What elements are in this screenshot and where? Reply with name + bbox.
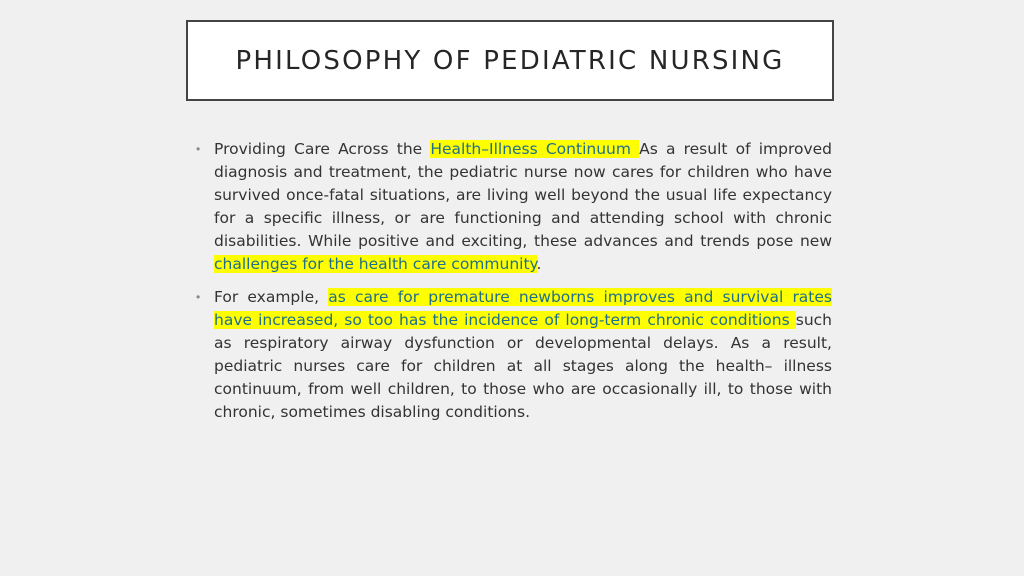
bullet-item <box>194 286 832 424</box>
bullet-marker: • <box>196 142 201 156</box>
bullet-item <box>194 138 832 276</box>
bullet-paragraph <box>214 138 832 276</box>
bullet-body-text: such as respiratory airway dysfunction or developmental delays. As a result, pediatric nurses care for children at all stages along the health– illness continuum, from well children, to those who are occasionally ill, to those with chronic, sometimes disabling conditions. <box>214 311 832 421</box>
highlighted-text: Health–Illness Continuum <box>430 140 640 158</box>
bullet-body-text: As a result of improved diagnosis and treatment, the pediatric nurse now cares for children who have survived once-fatal situations, are living well beyond the usual life expectancy for a specific illness, or are functioning and attending school with chronic disabilities. While positive and exciting, these advances and trends pose new <box>214 140 833 250</box>
highlighted-text: as care for premature newborns improves and survival rates have increased, so too has the incidence of long-term chronic conditions <box>214 288 832 329</box>
bullet-marker: • <box>196 290 201 304</box>
slide-title: PHILOSOPHY OF PEDIATRIC NURSING <box>235 45 785 76</box>
bullet-lead-text: Providing Care Across the <box>214 140 431 158</box>
title-box <box>186 20 834 101</box>
highlighted-text: challenges for the health care community <box>214 255 537 273</box>
bullet-list <box>194 138 832 434</box>
bullet-lead-text: For example, <box>214 288 329 306</box>
bullet-paragraph <box>214 286 832 424</box>
bullet-end-text: . <box>536 255 542 273</box>
